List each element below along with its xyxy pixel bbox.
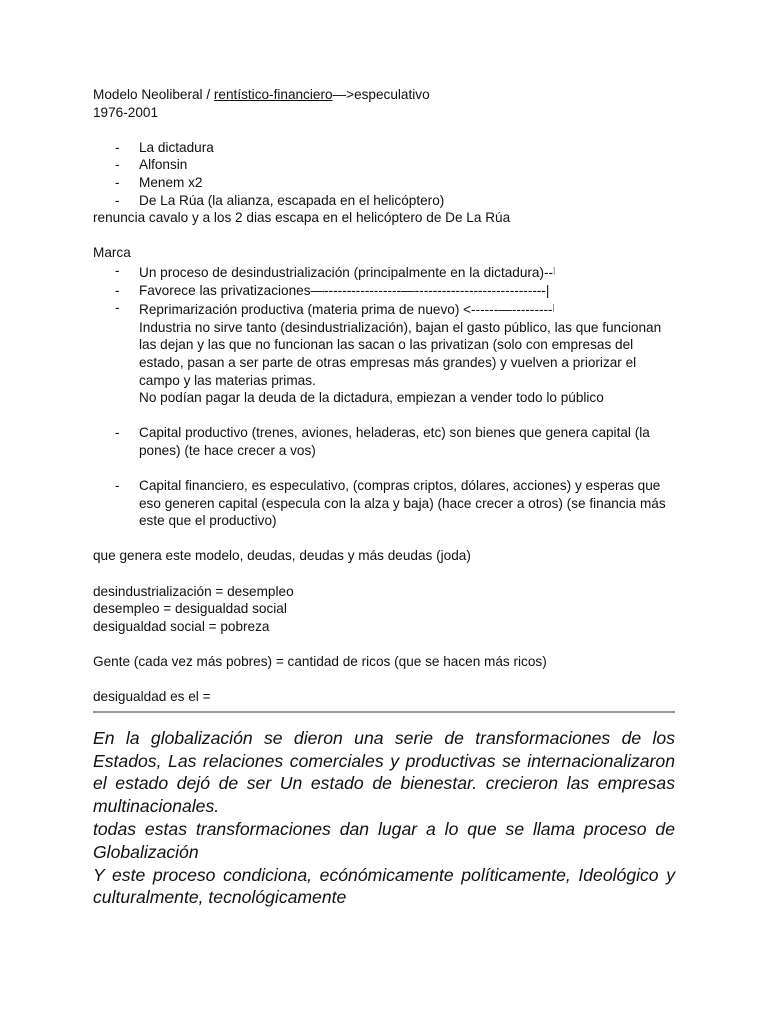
paragraph: todas estas transformaciones dan lugar a lo que se llama proceso de Globalización (93, 818, 675, 862)
list-item-text: Reprimarización productiva (materia prima de nuevo) <------—--------- (139, 302, 553, 318)
list-item-text: Favorece las privatizaciones—-----------------—-----------------------------| (139, 282, 550, 298)
paragraph: Y este proceso condiciona, ecónómicamente políticamente, Ideológico y culturalmente, tecnológicamente (93, 864, 675, 908)
list-item: - Capital productivo (trenes, aviones, heladeras, etc) son bienes que genera capital (la pones) (te hace crecer a vos) (115, 425, 650, 458)
periods-note: renuncia cavalo y a los 2 dias escapa en el helicóptero de De La Rúa (93, 210, 511, 226)
paragraph: En la globalización se dieron una serie de transformaciones de los Estados, Las relaciones comerciales y productivas se internacionalizaron el estado dejó de ser Un estado de bienestar. crecieron las empresas multinacionales. (93, 727, 675, 817)
title-suffix: —>especulativo (332, 87, 430, 102)
globalization-section (93, 727, 675, 909)
section-label: Marca (93, 245, 131, 261)
list-item: - La dictadura (115, 139, 214, 155)
list-item: - Alfonsin (115, 157, 188, 173)
document-title (93, 86, 678, 104)
list-item-text: La dictadura (139, 139, 214, 155)
years: 1976-2001 (93, 104, 159, 120)
arrow-mark: | (552, 303, 555, 313)
document-body (93, 86, 678, 909)
list-item-text: Un proceso de desindustrialización (principalmente en la dictadura)-- (139, 264, 554, 280)
list-item-text: Menem x2 (139, 174, 203, 190)
equation: desempleo = desigualdad social (93, 601, 287, 617)
list-item: - Un proceso de desindustrialización (principalmente en la dictadura)--| (115, 262, 556, 280)
title-text: Modelo Neoliberal / (93, 87, 214, 102)
list-item: - Favorece las privatizaciones—-----------------—-----------------------------| (115, 282, 550, 298)
list-item: - Capital financiero, es especulativo, (compras criptos, dólares, acciones) y esperas que eso generen capital (especula con la alza y baja) (hace crecer a otros) (se financia más este que el productivo) (115, 478, 666, 529)
list-item: - Menem x2 (115, 174, 203, 190)
equation: desindustrialización = desempleo (93, 583, 294, 599)
list-item-text: De La Rúa (la alianza, escapada en el helicóptero) (139, 192, 445, 208)
desigualdad-line: desigualdad es el = (93, 689, 211, 705)
list-item-paragraph: Industria no sirve tanto (desindustrialización), bajan el gasto público, las que funcionan las dejan y las que no funcionan las sacan o las privatizan (solo con empresas del estado, pasan a ser parte de otras empresas más grandes) y vuelven a priorizar el campo y las materias primas. (139, 319, 662, 388)
list-item-text: Capital financiero, es especulativo, (compras criptos, dólares, acciones) y esperas que eso generen capital (especula con la alza y baja) (hace crecer a otros) (se financia más este que el productivo) (139, 478, 666, 529)
list-item-paragraph: No podían pagar la deuda de la dictadura, empiezan a vender todo lo público (139, 390, 604, 406)
gente-line: Gente (cada vez más pobres) = cantidad de ricos (que se hacen más ricos) (93, 654, 547, 669)
list-item-text: Alfonsin (139, 157, 188, 173)
horizontal-divider (93, 711, 675, 713)
title-underlined: rentístico-financiero (213, 87, 333, 102)
equation: desigualdad social = pobreza (93, 618, 270, 634)
list-item: - Reprimarización productiva (materia prima de nuevo) <------—---------| (115, 300, 555, 318)
consequences-intro: que genera este modelo, deudas, deudas y más deudas (joda) (93, 548, 471, 564)
arrow-mark: | (553, 265, 556, 275)
list-item: - De La Rúa (la alianza, escapada en el helicóptero) (115, 192, 445, 208)
list-item-text: Capital productivo (trenes, aviones, heladeras, etc) son bienes que genera capital (la pones) (te hace crecer a vos) (139, 425, 650, 458)
